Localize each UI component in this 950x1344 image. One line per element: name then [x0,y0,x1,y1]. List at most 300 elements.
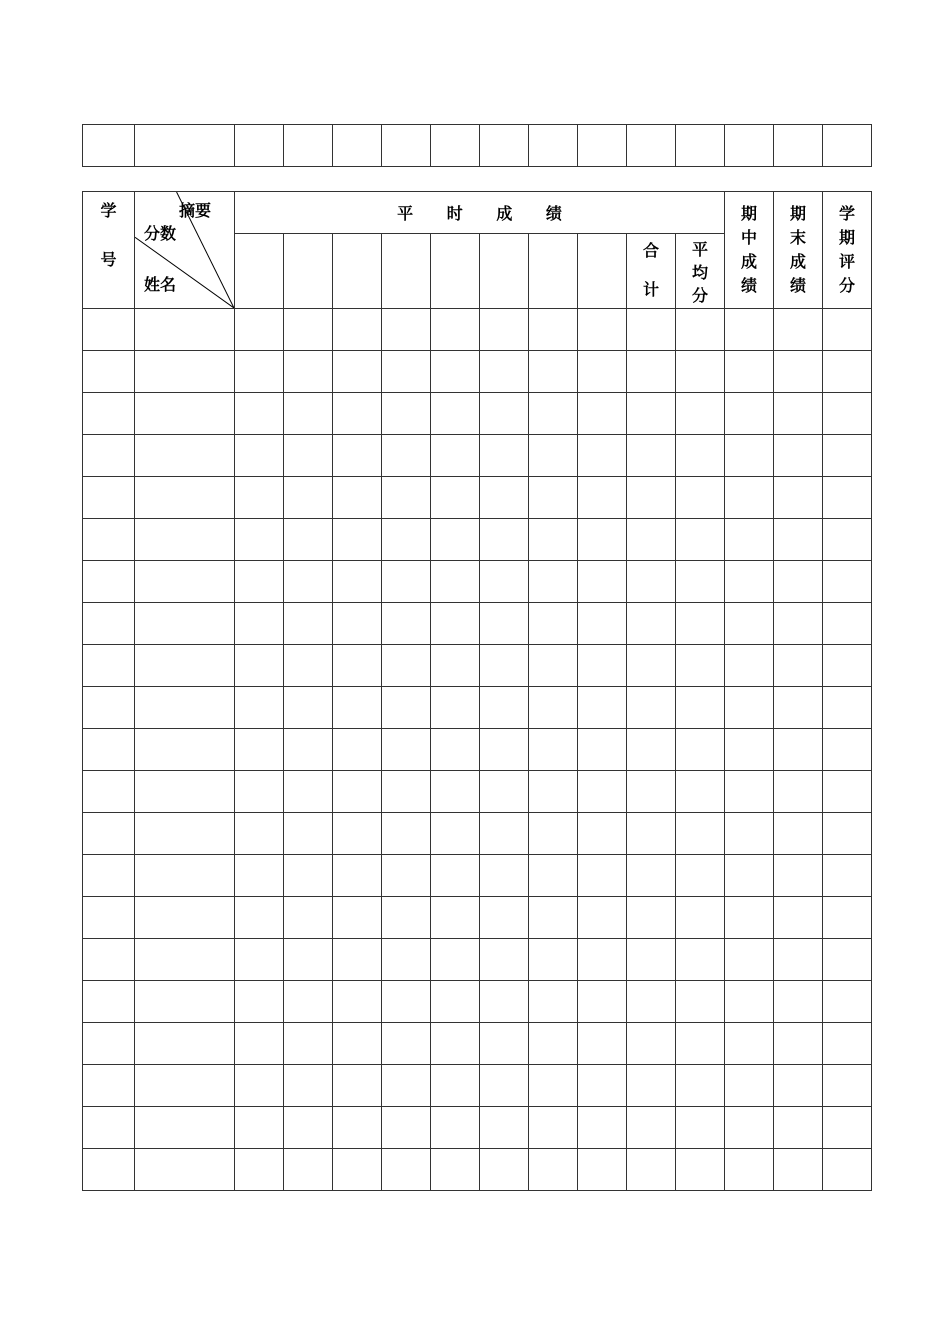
table-cell[interactable] [627,477,676,519]
table-cell[interactable] [83,645,135,687]
table-cell[interactable] [725,1107,774,1149]
blank-cell[interactable] [578,125,627,167]
table-cell[interactable] [725,939,774,981]
table-cell[interactable] [529,1023,578,1065]
table-cell[interactable] [382,939,431,981]
table-cell[interactable] [578,1107,627,1149]
table-cell[interactable] [676,687,725,729]
table-cell[interactable] [83,519,135,561]
table-cell[interactable] [135,309,235,351]
pingshi-sub-cell[interactable] [529,234,578,309]
blank-cell[interactable] [774,125,823,167]
table-cell[interactable] [774,687,823,729]
table-cell[interactable] [284,813,333,855]
table-cell[interactable] [823,897,872,939]
table-cell[interactable] [431,309,480,351]
table-cell[interactable] [135,519,235,561]
table-cell[interactable] [135,603,235,645]
table-cell[interactable] [382,1107,431,1149]
table-cell[interactable] [823,477,872,519]
table-cell[interactable] [284,1107,333,1149]
table-cell[interactable] [529,603,578,645]
table-cell[interactable] [135,1065,235,1107]
table-cell[interactable] [529,1149,578,1191]
table-cell[interactable] [431,519,480,561]
table-cell[interactable] [480,435,529,477]
table-cell[interactable] [529,393,578,435]
table-cell[interactable] [480,351,529,393]
table-cell[interactable] [627,687,676,729]
table-cell[interactable] [578,1065,627,1107]
blank-cell[interactable] [284,125,333,167]
table-cell[interactable] [235,855,284,897]
table-cell[interactable] [235,645,284,687]
table-cell[interactable] [578,855,627,897]
table-cell[interactable] [578,897,627,939]
table-cell[interactable] [382,435,431,477]
table-cell[interactable] [83,435,135,477]
table-cell[interactable] [823,687,872,729]
table-cell[interactable] [431,1107,480,1149]
table-cell[interactable] [676,855,725,897]
table-cell[interactable] [135,435,235,477]
table-cell[interactable] [578,645,627,687]
table-cell[interactable] [823,435,872,477]
table-cell[interactable] [83,981,135,1023]
table-cell[interactable] [627,309,676,351]
table-cell[interactable] [135,1023,235,1065]
table-cell[interactable] [382,897,431,939]
table-cell[interactable] [235,435,284,477]
table-cell[interactable] [627,1065,676,1107]
table-cell[interactable] [135,645,235,687]
table-cell[interactable] [83,729,135,771]
table-cell[interactable] [284,729,333,771]
table-cell[interactable] [578,309,627,351]
table-cell[interactable] [676,645,725,687]
table-cell[interactable] [823,309,872,351]
table-cell[interactable] [529,477,578,519]
table-cell[interactable] [83,561,135,603]
table-cell[interactable] [83,309,135,351]
table-cell[interactable] [431,939,480,981]
table-cell[interactable] [382,561,431,603]
pingshi-sub-cell[interactable] [431,234,480,309]
table-cell[interactable] [333,351,382,393]
table-cell[interactable] [774,939,823,981]
table-cell[interactable] [774,603,823,645]
table-cell[interactable] [627,393,676,435]
table-cell[interactable] [333,1023,382,1065]
table-cell[interactable] [823,855,872,897]
table-cell[interactable] [676,1149,725,1191]
table-cell[interactable] [431,687,480,729]
table-cell[interactable] [235,477,284,519]
table-cell[interactable] [333,1065,382,1107]
table-cell[interactable] [135,1107,235,1149]
table-cell[interactable] [333,393,382,435]
blank-cell[interactable] [627,125,676,167]
table-cell[interactable] [823,519,872,561]
table-cell[interactable] [529,351,578,393]
table-cell[interactable] [284,519,333,561]
table-cell[interactable] [135,687,235,729]
table-cell[interactable] [823,393,872,435]
table-cell[interactable] [333,603,382,645]
blank-cell[interactable] [235,125,284,167]
table-cell[interactable] [284,603,333,645]
table-cell[interactable] [235,939,284,981]
table-cell[interactable] [284,477,333,519]
table-cell[interactable] [627,1149,676,1191]
table-cell[interactable] [823,603,872,645]
table-cell[interactable] [135,1149,235,1191]
table-cell[interactable] [725,645,774,687]
table-cell[interactable] [284,981,333,1023]
table-cell[interactable] [135,939,235,981]
table-cell[interactable] [284,939,333,981]
table-cell[interactable] [431,729,480,771]
table-cell[interactable] [676,1023,725,1065]
table-cell[interactable] [135,393,235,435]
table-cell[interactable] [578,603,627,645]
table-cell[interactable] [235,1107,284,1149]
table-cell[interactable] [627,897,676,939]
table-cell[interactable] [529,1065,578,1107]
table-cell[interactable] [235,981,284,1023]
table-cell[interactable] [627,771,676,813]
table-cell[interactable] [83,1107,135,1149]
table-cell[interactable] [235,519,284,561]
table-cell[interactable] [431,1065,480,1107]
table-cell[interactable] [83,351,135,393]
table-cell[interactable] [431,855,480,897]
table-cell[interactable] [676,519,725,561]
blank-cell[interactable] [135,125,235,167]
table-cell[interactable] [676,561,725,603]
table-cell[interactable] [774,435,823,477]
table-cell[interactable] [480,813,529,855]
table-cell[interactable] [627,603,676,645]
table-cell[interactable] [627,435,676,477]
table-cell[interactable] [823,1107,872,1149]
table-cell[interactable] [480,939,529,981]
table-cell[interactable] [627,519,676,561]
table-cell[interactable] [135,351,235,393]
table-cell[interactable] [529,897,578,939]
table-cell[interactable] [578,1149,627,1191]
table-cell[interactable] [83,1023,135,1065]
table-cell[interactable] [83,393,135,435]
table-cell[interactable] [431,1023,480,1065]
table-cell[interactable] [823,939,872,981]
table-cell[interactable] [823,645,872,687]
table-cell[interactable] [135,897,235,939]
table-cell[interactable] [382,519,431,561]
table-cell[interactable] [235,1149,284,1191]
table-cell[interactable] [235,603,284,645]
table-cell[interactable] [333,771,382,813]
table-cell[interactable] [382,603,431,645]
table-cell[interactable] [823,771,872,813]
table-cell[interactable] [431,351,480,393]
table-cell[interactable] [333,309,382,351]
table-cell[interactable] [431,771,480,813]
table-cell[interactable] [333,939,382,981]
table-cell[interactable] [676,813,725,855]
table-cell[interactable] [529,1107,578,1149]
table-cell[interactable] [725,1065,774,1107]
table-cell[interactable] [774,729,823,771]
table-cell[interactable] [382,687,431,729]
table-cell[interactable] [382,645,431,687]
table-cell[interactable] [774,393,823,435]
table-cell[interactable] [382,1149,431,1191]
blank-cell[interactable] [529,125,578,167]
table-cell[interactable] [333,1149,382,1191]
table-cell[interactable] [774,897,823,939]
table-cell[interactable] [235,897,284,939]
pingshi-sub-cell[interactable] [284,234,333,309]
table-cell[interactable] [529,435,578,477]
table-cell[interactable] [135,729,235,771]
table-cell[interactable] [382,981,431,1023]
table-cell[interactable] [725,561,774,603]
table-cell[interactable] [480,393,529,435]
table-cell[interactable] [578,393,627,435]
table-cell[interactable] [676,729,725,771]
table-cell[interactable] [83,855,135,897]
table-cell[interactable] [774,309,823,351]
table-cell[interactable] [431,1149,480,1191]
table-cell[interactable] [578,435,627,477]
blank-cell[interactable] [431,125,480,167]
table-cell[interactable] [578,939,627,981]
table-cell[interactable] [333,519,382,561]
table-cell[interactable] [431,603,480,645]
table-cell[interactable] [333,561,382,603]
table-cell[interactable] [480,477,529,519]
table-cell[interactable] [676,393,725,435]
table-cell[interactable] [284,855,333,897]
table-cell[interactable] [823,351,872,393]
table-cell[interactable] [529,855,578,897]
table-cell[interactable] [235,351,284,393]
table-cell[interactable] [135,561,235,603]
table-cell[interactable] [382,1065,431,1107]
table-cell[interactable] [529,813,578,855]
table-cell[interactable] [382,855,431,897]
table-cell[interactable] [480,1149,529,1191]
table-cell[interactable] [480,771,529,813]
table-cell[interactable] [83,603,135,645]
table-cell[interactable] [431,477,480,519]
pingshi-sub-cell[interactable] [382,234,431,309]
table-cell[interactable] [431,393,480,435]
table-cell[interactable] [578,771,627,813]
table-cell[interactable] [284,309,333,351]
table-cell[interactable] [333,1107,382,1149]
table-cell[interactable] [480,309,529,351]
table-cell[interactable] [774,477,823,519]
table-cell[interactable] [135,981,235,1023]
table-cell[interactable] [431,561,480,603]
table-cell[interactable] [284,687,333,729]
table-cell[interactable] [725,477,774,519]
table-cell[interactable] [284,897,333,939]
table-cell[interactable] [333,897,382,939]
table-cell[interactable] [529,771,578,813]
table-cell[interactable] [774,771,823,813]
table-cell[interactable] [333,477,382,519]
table-cell[interactable] [627,645,676,687]
table-cell[interactable] [333,435,382,477]
table-cell[interactable] [480,603,529,645]
table-cell[interactable] [480,729,529,771]
table-cell[interactable] [284,561,333,603]
table-cell[interactable] [774,981,823,1023]
table-cell[interactable] [725,729,774,771]
table-cell[interactable] [83,477,135,519]
table-cell[interactable] [725,855,774,897]
table-cell[interactable] [382,393,431,435]
table-cell[interactable] [135,855,235,897]
table-cell[interactable] [676,771,725,813]
table-cell[interactable] [774,1023,823,1065]
table-cell[interactable] [529,939,578,981]
table-cell[interactable] [676,939,725,981]
table-cell[interactable] [725,981,774,1023]
table-cell[interactable] [235,1065,284,1107]
table-cell[interactable] [382,309,431,351]
blank-cell[interactable] [480,125,529,167]
table-cell[interactable] [333,981,382,1023]
table-cell[interactable] [823,1023,872,1065]
table-cell[interactable] [774,1107,823,1149]
blank-cell[interactable] [676,125,725,167]
table-cell[interactable] [83,813,135,855]
table-cell[interactable] [480,561,529,603]
table-cell[interactable] [627,813,676,855]
table-cell[interactable] [529,981,578,1023]
table-cell[interactable] [284,1065,333,1107]
table-cell[interactable] [431,435,480,477]
table-cell[interactable] [529,645,578,687]
table-cell[interactable] [676,1107,725,1149]
table-cell[interactable] [333,645,382,687]
table-cell[interactable] [431,645,480,687]
table-cell[interactable] [135,813,235,855]
pingshi-sub-cell[interactable] [235,234,284,309]
table-cell[interactable] [627,1107,676,1149]
blank-cell[interactable] [333,125,382,167]
table-cell[interactable] [627,561,676,603]
table-cell[interactable] [480,1107,529,1149]
table-cell[interactable] [676,603,725,645]
table-cell[interactable] [480,855,529,897]
table-cell[interactable] [333,813,382,855]
table-cell[interactable] [774,561,823,603]
table-cell[interactable] [774,813,823,855]
table-cell[interactable] [774,855,823,897]
table-cell[interactable] [480,519,529,561]
table-cell[interactable] [382,771,431,813]
table-cell[interactable] [578,813,627,855]
table-cell[interactable] [676,351,725,393]
table-cell[interactable] [83,771,135,813]
table-cell[interactable] [823,981,872,1023]
table-cell[interactable] [725,309,774,351]
table-cell[interactable] [83,897,135,939]
table-cell[interactable] [823,729,872,771]
table-cell[interactable] [235,393,284,435]
table-cell[interactable] [725,687,774,729]
table-cell[interactable] [725,1023,774,1065]
table-cell[interactable] [284,771,333,813]
table-cell[interactable] [578,687,627,729]
table-cell[interactable] [529,519,578,561]
table-cell[interactable] [823,813,872,855]
table-cell[interactable] [725,603,774,645]
table-cell[interactable] [725,351,774,393]
table-cell[interactable] [284,1023,333,1065]
table-cell[interactable] [627,1023,676,1065]
table-cell[interactable] [725,771,774,813]
table-cell[interactable] [774,351,823,393]
table-cell[interactable] [431,897,480,939]
blank-cell[interactable] [83,125,135,167]
table-cell[interactable] [578,519,627,561]
table-cell[interactable] [774,519,823,561]
table-cell[interactable] [676,981,725,1023]
table-cell[interactable] [774,1065,823,1107]
table-cell[interactable] [725,435,774,477]
table-cell[interactable] [725,393,774,435]
table-cell[interactable] [529,309,578,351]
table-cell[interactable] [823,561,872,603]
table-cell[interactable] [480,645,529,687]
blank-cell[interactable] [725,125,774,167]
table-cell[interactable] [135,477,235,519]
blank-cell[interactable] [823,125,872,167]
table-cell[interactable] [284,645,333,687]
table-cell[interactable] [774,645,823,687]
table-cell[interactable] [676,1065,725,1107]
table-cell[interactable] [774,1149,823,1191]
table-cell[interactable] [823,1149,872,1191]
pingshi-sub-cell[interactable] [333,234,382,309]
table-cell[interactable] [284,393,333,435]
table-cell[interactable] [382,813,431,855]
table-cell[interactable] [382,729,431,771]
table-cell[interactable] [83,1065,135,1107]
table-cell[interactable] [529,687,578,729]
pingshi-sub-cell[interactable] [578,234,627,309]
table-cell[interactable] [676,897,725,939]
table-cell[interactable] [627,981,676,1023]
table-cell[interactable] [578,1023,627,1065]
table-cell[interactable] [578,351,627,393]
table-cell[interactable] [676,309,725,351]
table-cell[interactable] [725,813,774,855]
table-cell[interactable] [284,1149,333,1191]
table-cell[interactable] [725,897,774,939]
table-cell[interactable] [627,351,676,393]
table-cell[interactable] [578,477,627,519]
table-cell[interactable] [578,561,627,603]
pingshi-sub-cell[interactable] [480,234,529,309]
table-cell[interactable] [480,687,529,729]
